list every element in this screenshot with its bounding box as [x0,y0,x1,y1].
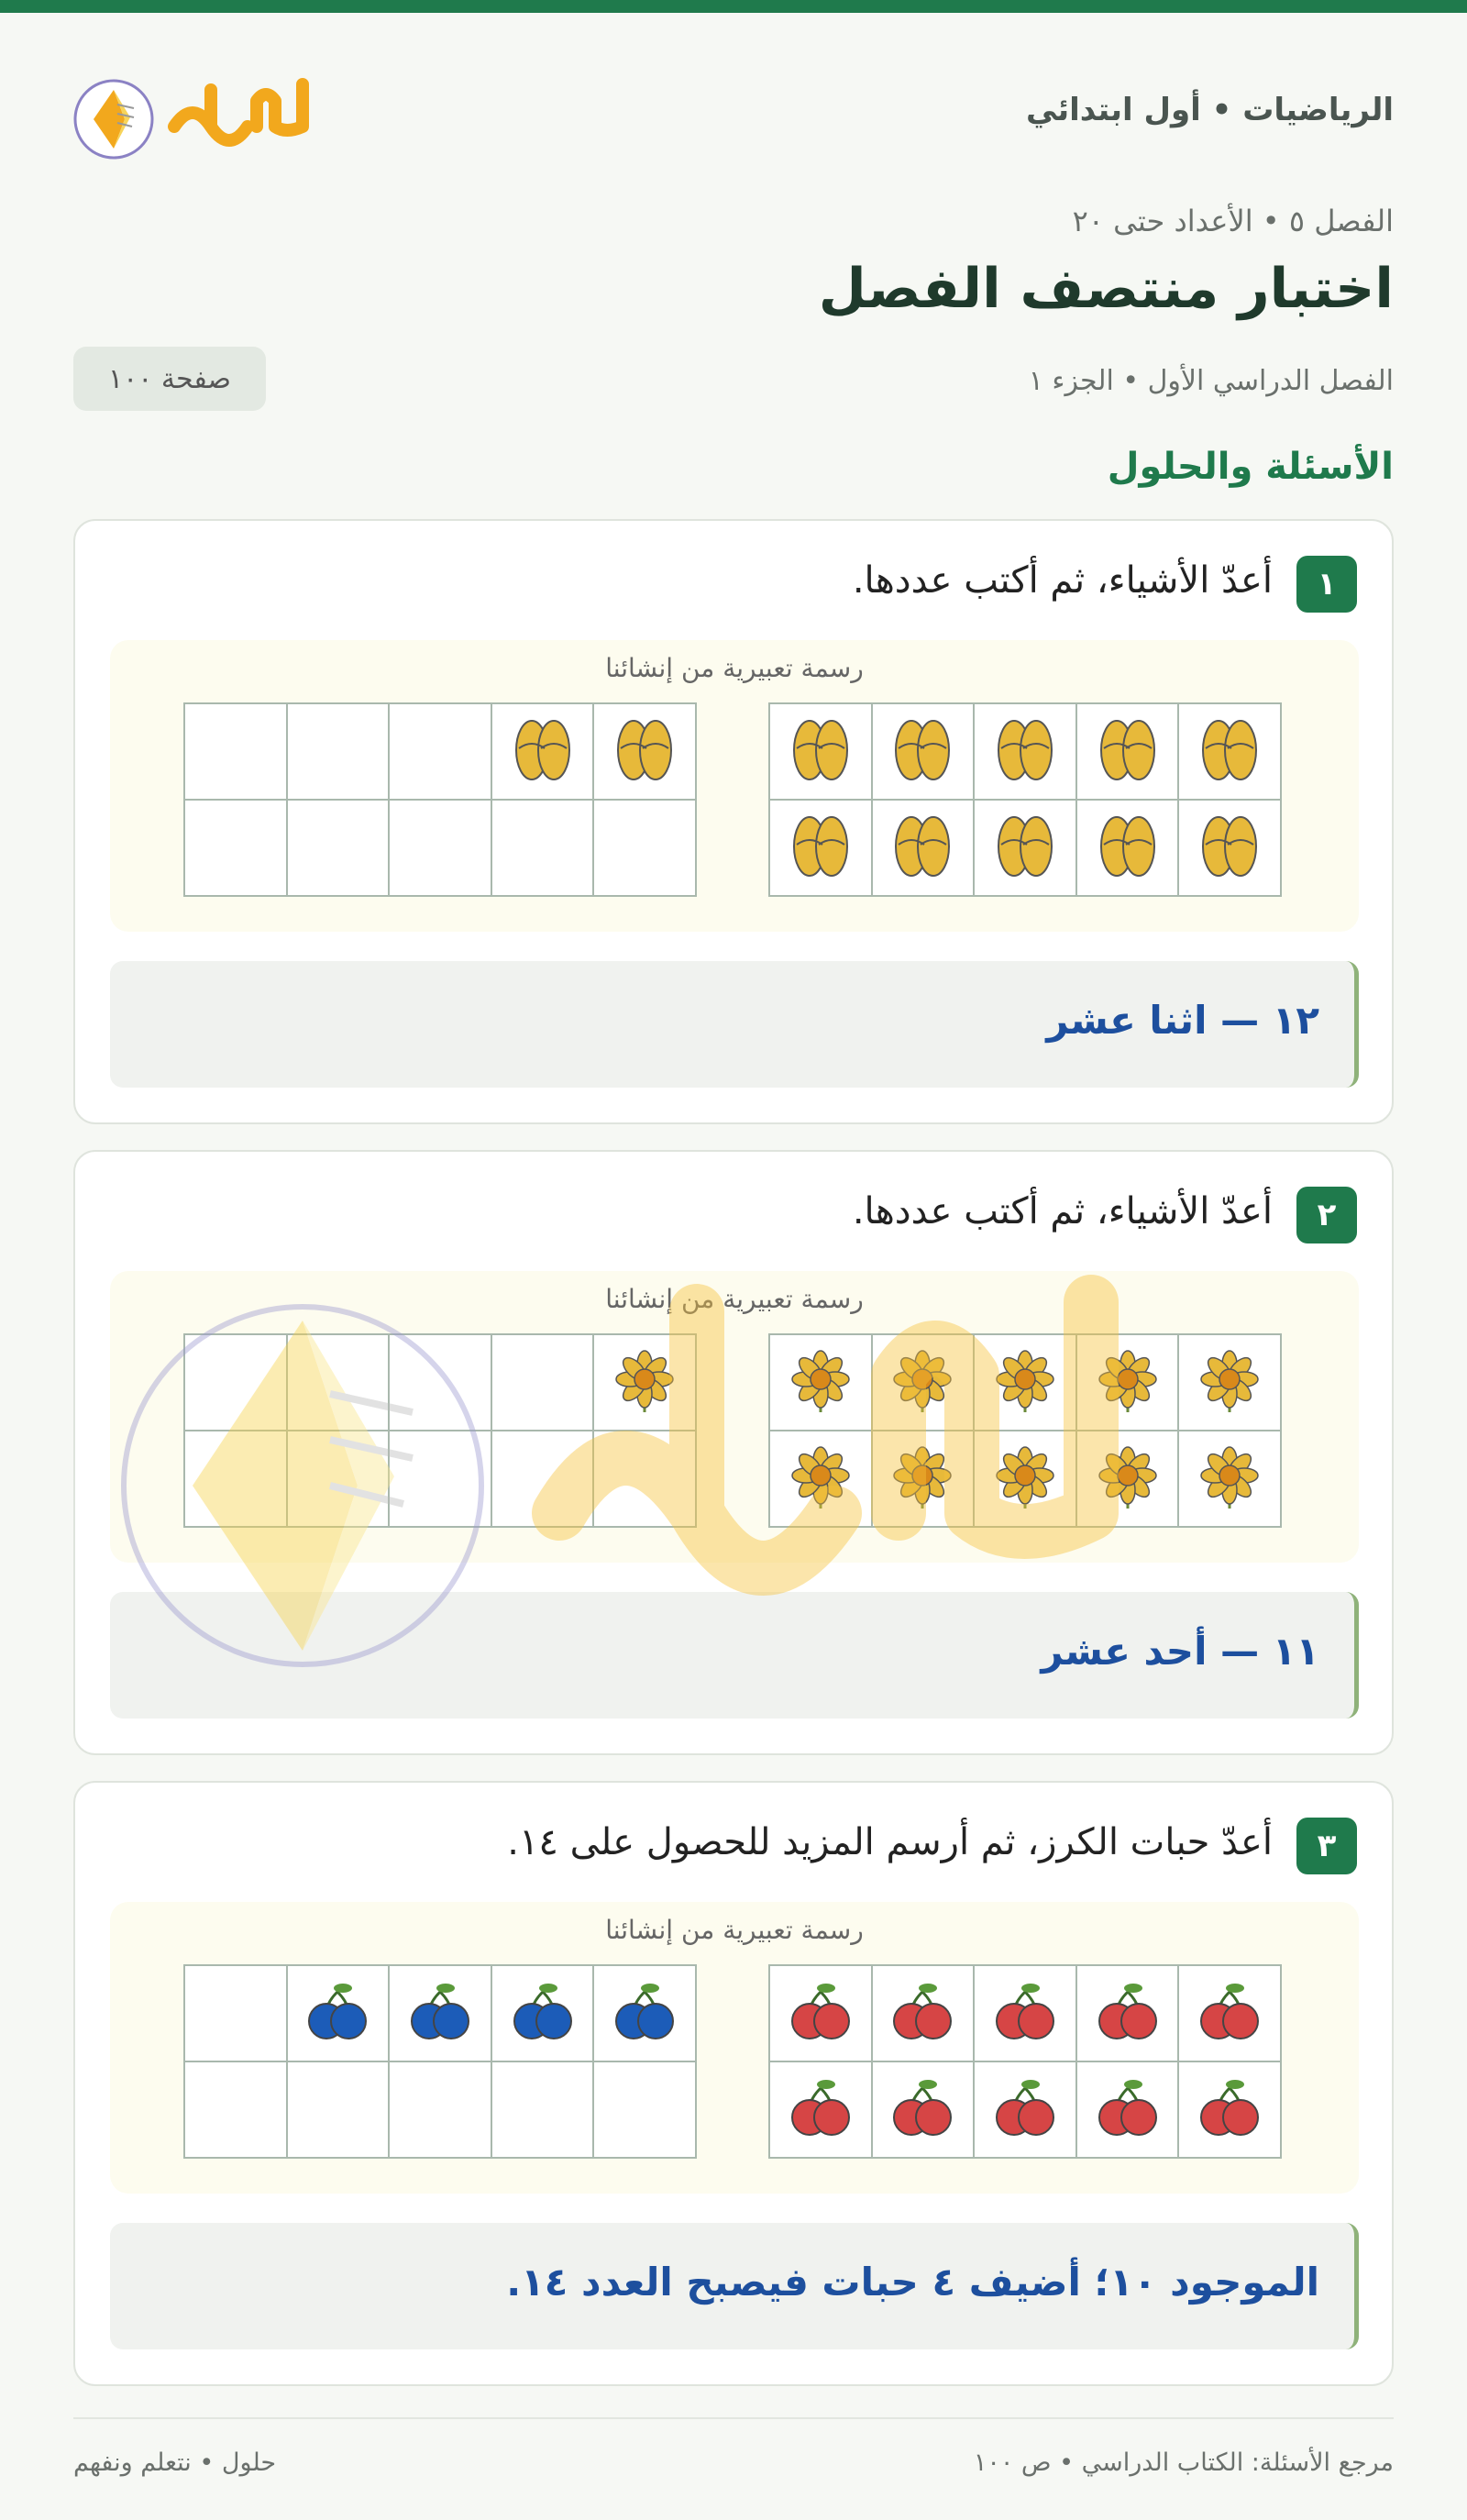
frame-cell [184,2061,287,2158]
frame-cell [974,1334,1076,1431]
slippers-icon [506,773,579,790]
flower-icon [1193,1404,1266,1421]
term-label: الفصل الدراسي الأول • الجزء ١ [1028,365,1394,397]
frame-cell [872,703,975,800]
frame-cell [389,800,491,896]
frame-cell [389,1965,491,2061]
frame-cell [1076,703,1179,800]
slippers-icon [988,773,1062,790]
frame-cell [184,1965,287,2061]
answer-text: ١٢ — اثنا عشر [1046,998,1319,1043]
footer-divider [73,2417,1394,2419]
cherry-icon [1091,2131,1164,2149]
answer-box [110,1592,1359,1719]
question-card-1 [73,519,1394,1124]
subject-label: الرياضيات • أول ابتدائي [1025,92,1394,128]
top-accent-bar [0,0,1467,13]
frame-cell [1076,2061,1179,2158]
frame-cell [872,1334,975,1431]
frame-cell [974,1965,1076,2061]
cherry-icon [506,2035,579,2052]
cherry-icon [784,2131,857,2149]
frame-cell [287,703,390,800]
question-text: أعدّ حبات الكرز، ثم أرسم المزيد للحصول على ١٤. [507,1821,1273,1863]
flower-icon [1091,1500,1164,1518]
question-text: أعدّ الأشياء، ثم أكتب عددها. [852,1190,1273,1232]
frame-cell [1178,800,1281,896]
frame-cell [769,703,872,800]
answer-text: ١١ — أحد عشر [1041,1629,1319,1674]
question-number: ١ [1296,556,1357,613]
frame-cell [593,1965,696,2061]
flower-icon [784,1500,857,1518]
illustration [110,640,1359,932]
frame-cell [872,1431,975,1527]
answer-box [110,2223,1359,2349]
cherry-icon [988,2035,1062,2052]
slippers-icon [886,773,959,790]
frame-cell [1076,1965,1179,2061]
frame-cell [491,1334,594,1431]
question-card-2 [73,1150,1394,1755]
frame-cell [1178,1965,1281,2061]
frame-cell [491,1431,594,1527]
logo [73,72,339,163]
answer-text: الموجود ١٠؛ أضيف ٤ حبات فيصبح العدد ١٤. [506,2260,1319,2304]
frame-cell [872,2061,975,2158]
frame-cell [1178,703,1281,800]
frame-cell [287,1965,390,2061]
slippers-icon [608,773,681,790]
frame-cell [184,1334,287,1431]
cherry-icon [608,2035,681,2052]
slippers-icon [1193,773,1266,790]
frame-cell [491,1965,594,2061]
cherry-icon [886,2131,959,2149]
frame-cell [287,2061,390,2158]
frame-cell [184,1431,287,1527]
illustration [110,1902,1359,2194]
illustration-caption: رسمة تعبيرية من إنشائنا [605,1284,864,1314]
cherry-icon [784,2035,857,2052]
ten-frame-partial [183,1964,697,2159]
frame-cell [769,1431,872,1527]
question-number: ٢ [1296,1187,1357,1243]
flower-icon [886,1404,959,1421]
frame-cell [389,703,491,800]
frame-cell [974,800,1076,896]
ten-frame-full [768,702,1282,897]
frame-cell [1178,2061,1281,2158]
frame-cell [491,703,594,800]
frame-cell [287,1431,390,1527]
frame-cell [593,800,696,896]
frame-cell [769,800,872,896]
frame-cell [1076,1431,1179,1527]
frame-cell [287,1334,390,1431]
frame-cell [1178,1334,1281,1431]
slippers-icon [784,773,857,790]
cherry-icon [1193,2035,1266,2052]
frame-cell [769,2061,872,2158]
flower-icon [1091,1404,1164,1421]
frame-cell [287,800,390,896]
frame-cell [1076,800,1179,896]
question-text: أعدّ الأشياء، ثم أكتب عددها. [852,559,1273,602]
frame-cell [491,800,594,896]
frame-cell [872,800,975,896]
frame-cell [389,1431,491,1527]
frame-cell [1178,1431,1281,1527]
frame-cell [389,1334,491,1431]
frame-cell [769,1965,872,2061]
slippers-icon [1091,773,1164,790]
question-card-3 [73,1781,1394,2386]
cherry-icon [886,2035,959,2052]
frame-cell [184,703,287,800]
frame-cell [974,1431,1076,1527]
frame-cell [974,2061,1076,2158]
flower-icon [1193,1500,1266,1518]
ten-frame-full [768,1964,1282,2159]
frame-cell [593,1431,696,1527]
cherry-icon [988,2131,1062,2149]
cherry-icon [301,2035,374,2052]
slippers-icon [784,869,857,887]
ten-frame-partial [183,702,697,897]
illustration-caption: رسمة تعبيرية من إنشائنا [605,653,864,683]
illustration-caption: رسمة تعبيرية من إنشائنا [605,1915,864,1945]
flower-icon [988,1500,1062,1518]
flower-icon [988,1404,1062,1421]
frame-cell [593,2061,696,2158]
ten-frame-full [768,1333,1282,1528]
answer-box [110,961,1359,1088]
frame-cell [389,2061,491,2158]
section-title: الأسئلة والحلول [1107,446,1394,488]
frame-cell [769,1334,872,1431]
frame-cell [974,703,1076,800]
cherry-icon [1193,2131,1266,2149]
slippers-icon [886,869,959,887]
slippers-icon [988,869,1062,887]
frame-cell [872,1965,975,2061]
flower-icon [608,1404,681,1421]
flower-icon [886,1500,959,1518]
frame-cell [593,703,696,800]
illustration [110,1271,1359,1563]
frame-cell [184,800,287,896]
question-number: ٣ [1296,1818,1357,1874]
footer-brand: حلول • نتعلم ونفهم [73,2448,277,2477]
ten-frame-partial [183,1333,697,1528]
page-title: اختبار منتصف الفصل [818,257,1394,321]
page-number-badge: صفحة ١٠٠ [73,347,266,411]
footer-reference: مرجع الأسئلة: الكتاب الدراسي • ص ١٠٠ [973,2448,1394,2477]
cherry-icon [403,2035,477,2052]
frame-cell [491,2061,594,2158]
chapter-label: الفصل ٥ • الأعداد حتى ٢٠ [1072,204,1394,238]
slippers-icon [1193,869,1266,887]
frame-cell [1076,1334,1179,1431]
cherry-icon [1091,2035,1164,2052]
page-header [73,72,1394,163]
slippers-icon [1091,869,1164,887]
frame-cell [593,1334,696,1431]
flower-icon [784,1404,857,1421]
